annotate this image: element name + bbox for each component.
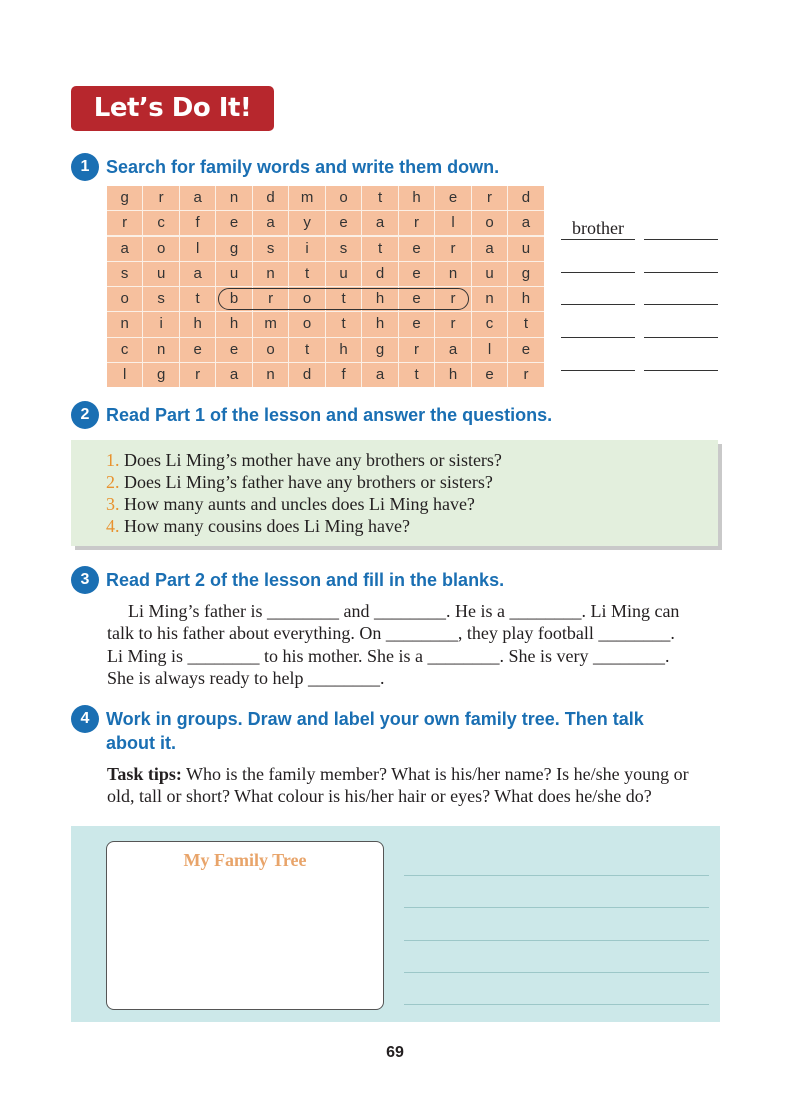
grid-letter: l (107, 363, 142, 387)
grid-letter: d (508, 186, 543, 210)
grid-letter: s (107, 262, 142, 286)
grid-letter: l (472, 338, 507, 362)
grid-letter: r (435, 312, 470, 336)
grid-letter: a (216, 363, 251, 387)
grid-letter: h (326, 338, 361, 362)
grid-letter: e (399, 287, 434, 311)
grid-letter: t (326, 312, 361, 336)
grid-letter: e (399, 262, 434, 286)
grid-letter: n (107, 312, 142, 336)
answer-blank[interactable] (644, 348, 718, 371)
grid-letter: e (216, 211, 251, 235)
grid-letter: t (362, 186, 397, 210)
grid-letter: y (289, 211, 324, 235)
grid-letter: h (216, 312, 251, 336)
answer-blank[interactable] (561, 348, 635, 371)
grid-letter: l (435, 211, 470, 235)
questions-list (106, 449, 502, 537)
grid-letter: o (289, 287, 324, 311)
answer-blank[interactable] (644, 315, 718, 338)
grid-letter: t (289, 338, 324, 362)
grid-letter: o (143, 237, 178, 261)
grid-letter: n (216, 186, 251, 210)
grid-letter: h (362, 312, 397, 336)
grid-letter: e (472, 363, 507, 387)
grid-letter: u (326, 262, 361, 286)
grid-letter: e (399, 312, 434, 336)
grid-letter: a (472, 237, 507, 261)
grid-letter: e (399, 237, 434, 261)
page-number: 69 (386, 1044, 404, 1061)
question-item: 1. Does Li Ming’s mother have any brothers or sisters? (106, 450, 502, 470)
section-3-number: 3 (71, 566, 99, 594)
grid-letter: d (253, 186, 288, 210)
grid-letter: f (180, 211, 215, 235)
grid-letter: r (143, 186, 178, 210)
grid-letter: n (472, 287, 507, 311)
grid-letter: s (143, 287, 178, 311)
question-item: 4. How many cousins does Li Ming have? (106, 516, 410, 536)
grid-letter: r (508, 363, 543, 387)
answer-blank[interactable] (561, 315, 635, 338)
grid-letter: f (326, 363, 361, 387)
section-2-number: 2 (71, 401, 99, 429)
answer-blank-example: brother (561, 217, 635, 240)
grid-letter: c (107, 338, 142, 362)
grid-letter: t (508, 312, 543, 336)
writing-line[interactable] (404, 972, 709, 973)
grid-letter: e (216, 338, 251, 362)
grid-letter: o (107, 287, 142, 311)
grid-letter: l (180, 237, 215, 261)
word-circle-highlight (218, 288, 469, 310)
section-2-title: Read Part 1 of the lesson and answer the questions. (106, 405, 553, 425)
grid-letter: b (216, 287, 251, 311)
grid-letter: h (180, 312, 215, 336)
section-1-number: 1 (71, 153, 99, 181)
grid-letter: e (326, 211, 361, 235)
grid-letter: n (435, 262, 470, 286)
answer-blank[interactable] (561, 250, 635, 273)
grid-letter: r (435, 237, 470, 261)
grid-letter: t (289, 262, 324, 286)
grid-letter: a (362, 211, 397, 235)
grid-letter: a (362, 363, 397, 387)
grid-letter: e (435, 186, 470, 210)
section-4-title: Work in groups. Draw and label your own family tree. Then talk about it. (106, 709, 644, 753)
grid-letter: a (508, 211, 543, 235)
task-tips: Task tips: Who is the family member? What is his/her name? Is he/she young or old, tall or short? What colour is his/her hair or eyes? What does he/she do? (107, 764, 689, 807)
grid-letter: a (180, 186, 215, 210)
grid-letter: n (253, 262, 288, 286)
section-1-title: Search for family words and write them down. (106, 157, 500, 177)
grid-letter: r (107, 211, 142, 235)
section-3-title: Read Part 2 of the lesson and fill in the blanks. (106, 570, 505, 590)
answer-blank[interactable] (561, 282, 635, 305)
grid-letter: o (326, 186, 361, 210)
family-tree-title: My Family Tree (183, 850, 307, 870)
grid-letter: c (143, 211, 178, 235)
grid-letter: u (472, 262, 507, 286)
grid-letter: m (289, 186, 324, 210)
grid-letter: t (180, 287, 215, 311)
grid-letter: r (435, 287, 470, 311)
grid-letter: n (143, 338, 178, 362)
grid-letter: i (289, 237, 324, 261)
grid-letter: h (435, 363, 470, 387)
answer-blank[interactable] (644, 282, 718, 305)
answer-blank[interactable] (644, 217, 718, 240)
grid-letter: r (180, 363, 215, 387)
grid-letter: e (508, 338, 543, 362)
grid-letter: t (326, 287, 361, 311)
grid-letter: h (362, 287, 397, 311)
grid-letter: u (508, 237, 543, 261)
writing-line[interactable] (404, 875, 709, 876)
grid-letter: m (253, 312, 288, 336)
grid-letter: r (399, 211, 434, 235)
grid-letter: a (253, 211, 288, 235)
grid-letter: s (326, 237, 361, 261)
grid-letter: g (508, 262, 543, 286)
grid-letter: h (399, 186, 434, 210)
grid-letter: r (399, 338, 434, 362)
grid-letter: s (253, 237, 288, 261)
grid-letter: g (362, 338, 397, 362)
fill-in-paragraph: Li Ming’s father is ________ and ________. He is a ________. Li Ming can talk to his father about everything. On ________, they play football ________. Li Ming is ________ to his mother. She is a ________. She is very ________. She is always ready to help ________. (107, 601, 680, 688)
grid-letter: a (435, 338, 470, 362)
grid-letter: r (472, 186, 507, 210)
grid-letter: g (216, 237, 251, 261)
lets-do-it-banner: Let’s Do It! (71, 86, 274, 131)
grid-letter: g (143, 363, 178, 387)
grid-letter: u (216, 262, 251, 286)
grid-letter: d (289, 363, 324, 387)
grid-letter: a (107, 237, 142, 261)
grid-letter: t (362, 237, 397, 261)
family-tree-drawing-box[interactable] (106, 841, 384, 1010)
grid-letter: h (508, 287, 543, 311)
grid-letter: i (143, 312, 178, 336)
grid-letter: t (399, 363, 434, 387)
grid-letter: c (472, 312, 507, 336)
grid-letter: a (180, 262, 215, 286)
word-search-grid (107, 186, 544, 387)
grid-letter: o (472, 211, 507, 235)
grid-letter: u (143, 262, 178, 286)
writing-line[interactable] (404, 907, 709, 908)
answer-blank[interactable] (644, 250, 718, 273)
question-item: 2. Does Li Ming’s father have any brothers or sisters? (106, 472, 493, 492)
question-item: 3. How many aunts and uncles does Li Ming have? (106, 494, 475, 514)
grid-letter: o (289, 312, 324, 336)
grid-letter: n (253, 363, 288, 387)
grid-letter: e (180, 338, 215, 362)
grid-letter: o (253, 338, 288, 362)
grid-letter: g (107, 186, 142, 210)
grid-letter: r (253, 287, 288, 311)
writing-line[interactable] (404, 1004, 709, 1005)
section-4-number: 4 (71, 705, 99, 733)
grid-letter: d (362, 262, 397, 286)
writing-line[interactable] (404, 940, 709, 941)
